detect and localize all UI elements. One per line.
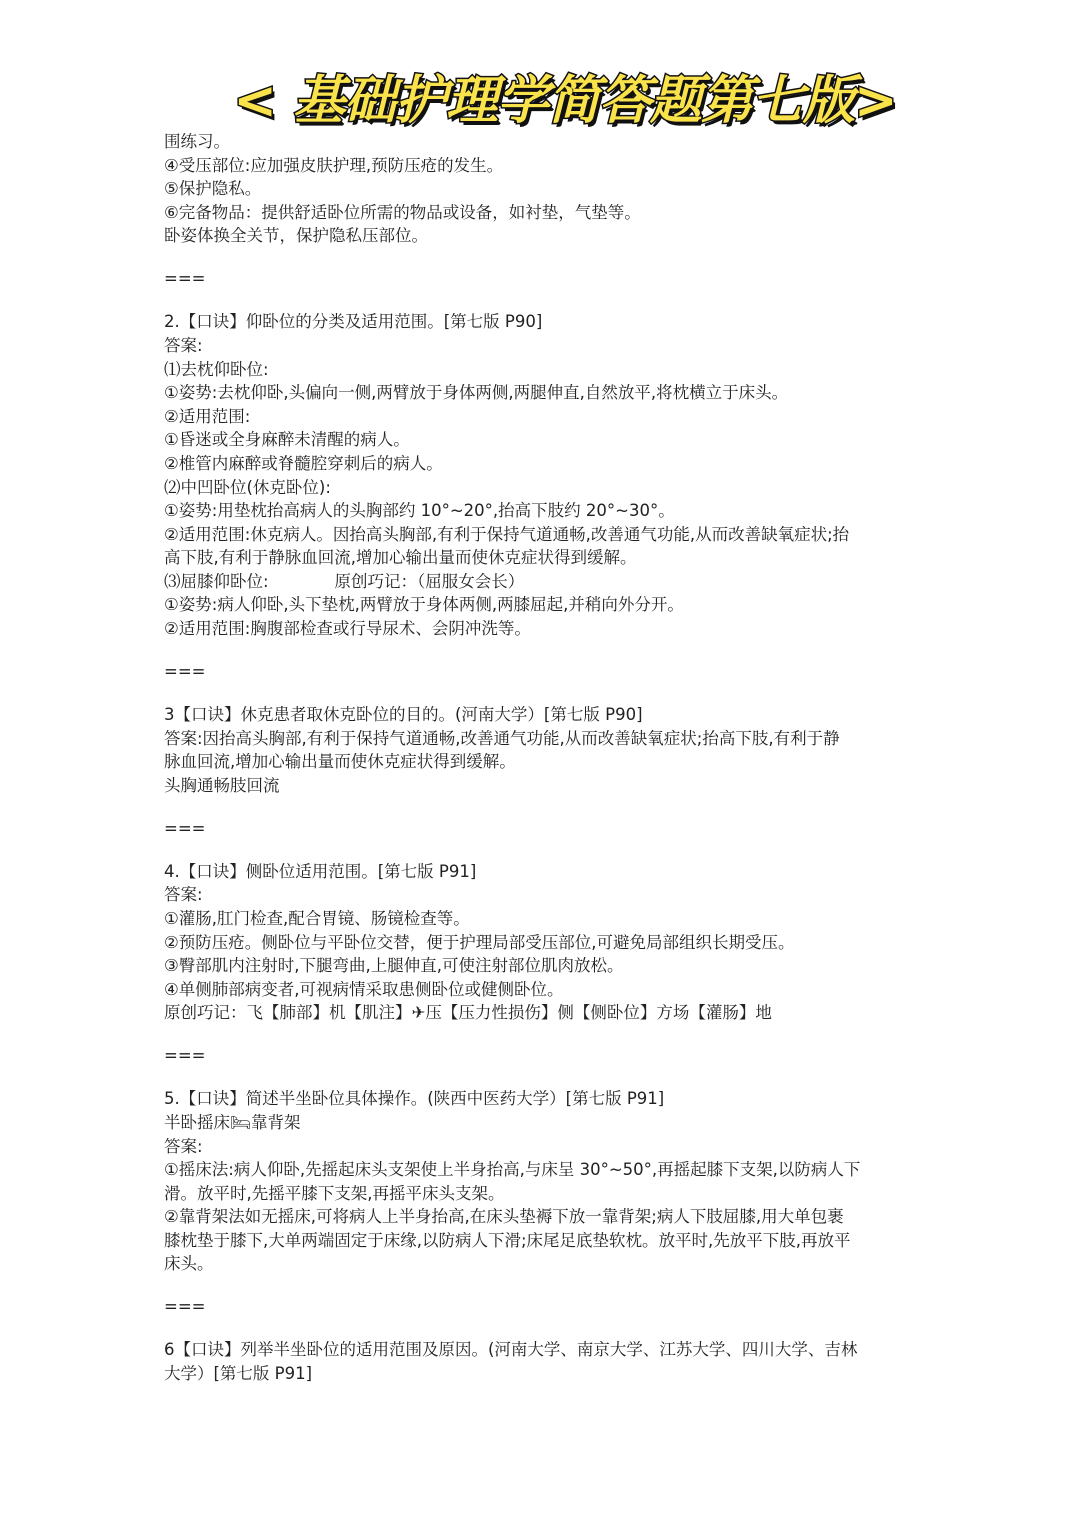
blank-line <box>164 641 924 660</box>
text-line: ①姿势:去枕仰卧,头偏向一侧,两臂放于身体两侧,两腿伸直,自然放平,将枕横立于床头。 <box>164 383 789 403</box>
text-line: ②适用范围:休克病人。因抬高头胸部,有利于保持气道通畅,改善通气功能,从而改善缺氧症状;抬 <box>164 524 850 544</box>
section-divider: === <box>164 818 206 838</box>
text-line: ②靠背架法如无摇床,可将病人上半身抬高,在床头垫褥下放一靠背架;病人下肢屈膝,用大单包裹 <box>164 1207 844 1227</box>
text-line: 大学）[第七版 P91] <box>164 1364 313 1384</box>
text-line: 6【口诀】列举半坐卧位的适用范围及原因。(河南大学、南京大学、江苏大学、四川大学、吉林 <box>164 1340 858 1360</box>
text-line: ②预防压疮。侧卧位与平卧位交替，便于护理局部受压部位,可避免局部组织长期受压。 <box>164 932 795 952</box>
text-line: ①姿势:病人仰卧,头下垫枕,两臂放于身体两侧,两膝屈起,并稍向外分开。 <box>164 595 684 615</box>
blank-line <box>164 291 924 310</box>
blank-line <box>164 797 924 816</box>
blank-line <box>164 1025 924 1044</box>
text-line: 4.【口诀】侧卧位适用范围。[第七版 P91] <box>164 861 477 881</box>
text-line: 答案: <box>164 335 203 355</box>
text-line: 围练习。 <box>164 132 230 151</box>
section-divider: === <box>164 1046 206 1066</box>
text-line: ①姿势:用垫枕抬高病人的头胸部约 10°~20°,抬高下肢约 20°~30°。 <box>164 501 675 521</box>
text-line: 3【口诀】休克患者取休克卧位的目的。(河南大学）[第七版 P90] <box>164 705 643 725</box>
page-title: < 基础护理学简答题第七版> <box>233 71 897 131</box>
text-line: ②椎管内麻醉或脊髓腔穿刺后的病人。 <box>164 453 443 473</box>
text-line: ①摇床法:病人仰卧,先摇起床头支架使上半身抬高,与床呈 30°~50°,再摇起膝下支架,以防病人下 <box>164 1160 861 1180</box>
section-divider: === <box>164 662 206 682</box>
text-line: ①昏迷或全身麻醉未清醒的病人。 <box>164 430 410 450</box>
section-divider: === <box>164 269 206 289</box>
text-line: ③臀部肌内注射时,下腿弯曲,上腿伸直,可使注射部位肌肉放松。 <box>164 956 624 976</box>
text-line: ②适用范围: <box>164 406 251 426</box>
text-line: 头胸通畅肢回流 <box>164 775 280 795</box>
text-line: ⑴去枕仰卧位: <box>164 359 269 379</box>
text-line: 5.【口诀】简述半坐卧位具体操作。(陕西中医药大学）[第七版 P91] <box>164 1089 665 1109</box>
section-divider: === <box>164 1297 206 1317</box>
text-line: 膝枕垫于膝下,大单两端固定于床缘,以防病人下滑;床尾足底垫软枕。放平时,先放平下肢,再放平 <box>164 1230 851 1250</box>
text-line: 高下肢,有利于静脉血回流,增加心输出量而使休克症状得到缓解。 <box>164 548 637 568</box>
blank-line <box>164 1319 924 1338</box>
text-line: 答案: <box>164 885 203 905</box>
blank-line <box>164 684 924 703</box>
text-line: 原创巧记：飞【肺部】机【肌注】✈压【压力性损伤】侧【侧卧位】方场【灌肠】地 <box>164 1003 772 1023</box>
text-line: 卧姿体换全关节，保护隐私压部位。 <box>164 226 428 246</box>
text-line: ⑥完备物品：提供舒适卧位所需的物品或设备，如衬垫，气垫等。 <box>164 202 641 222</box>
text-line: 答案:因抬高头胸部,有利于保持气道通畅,改善通气功能,从而改善缺氧症状;抬高下肢,有利于静 <box>164 728 840 748</box>
text-line: 半卧摇床🛏靠背架 <box>164 1112 301 1132</box>
document-body <box>164 130 924 1386</box>
text-line: ⑵中凹卧位(休克卧位): <box>164 477 331 497</box>
text-line: 2.【口诀】仰卧位的分类及适用范围。[第七版 P90] <box>164 312 543 332</box>
text-line: ④单侧肺部病变者,可视病情采取患侧卧位或健侧卧位。 <box>164 979 564 999</box>
blank-line <box>164 1068 924 1087</box>
blank-line <box>164 1276 924 1295</box>
text-line: ①灌肠,肛门检查,配合胃镜、肠镜检查等。 <box>164 908 470 928</box>
text-line: ②适用范围:胸腹部检查或行导尿术、会阴冲洗等。 <box>164 619 531 639</box>
text-line: 滑。放平时,先摇平膝下支架,再摇平床头支架。 <box>164 1183 505 1203</box>
text-line: 脉血回流,增加心输出量而使休克症状得到缓解。 <box>164 752 516 772</box>
blank-line <box>164 248 924 267</box>
text-line: ④受压部位:应加强皮肤护理,预防压疮的发生。 <box>164 155 504 175</box>
text-line: ⑤保护隐私。 <box>164 179 262 199</box>
blank-line <box>164 840 924 859</box>
text-line: 床头。 <box>164 1254 214 1274</box>
text-line: 答案: <box>164 1136 203 1156</box>
text-line: ⑶屈膝仰卧位: 原创巧记：（屈服女会长） <box>164 571 525 591</box>
